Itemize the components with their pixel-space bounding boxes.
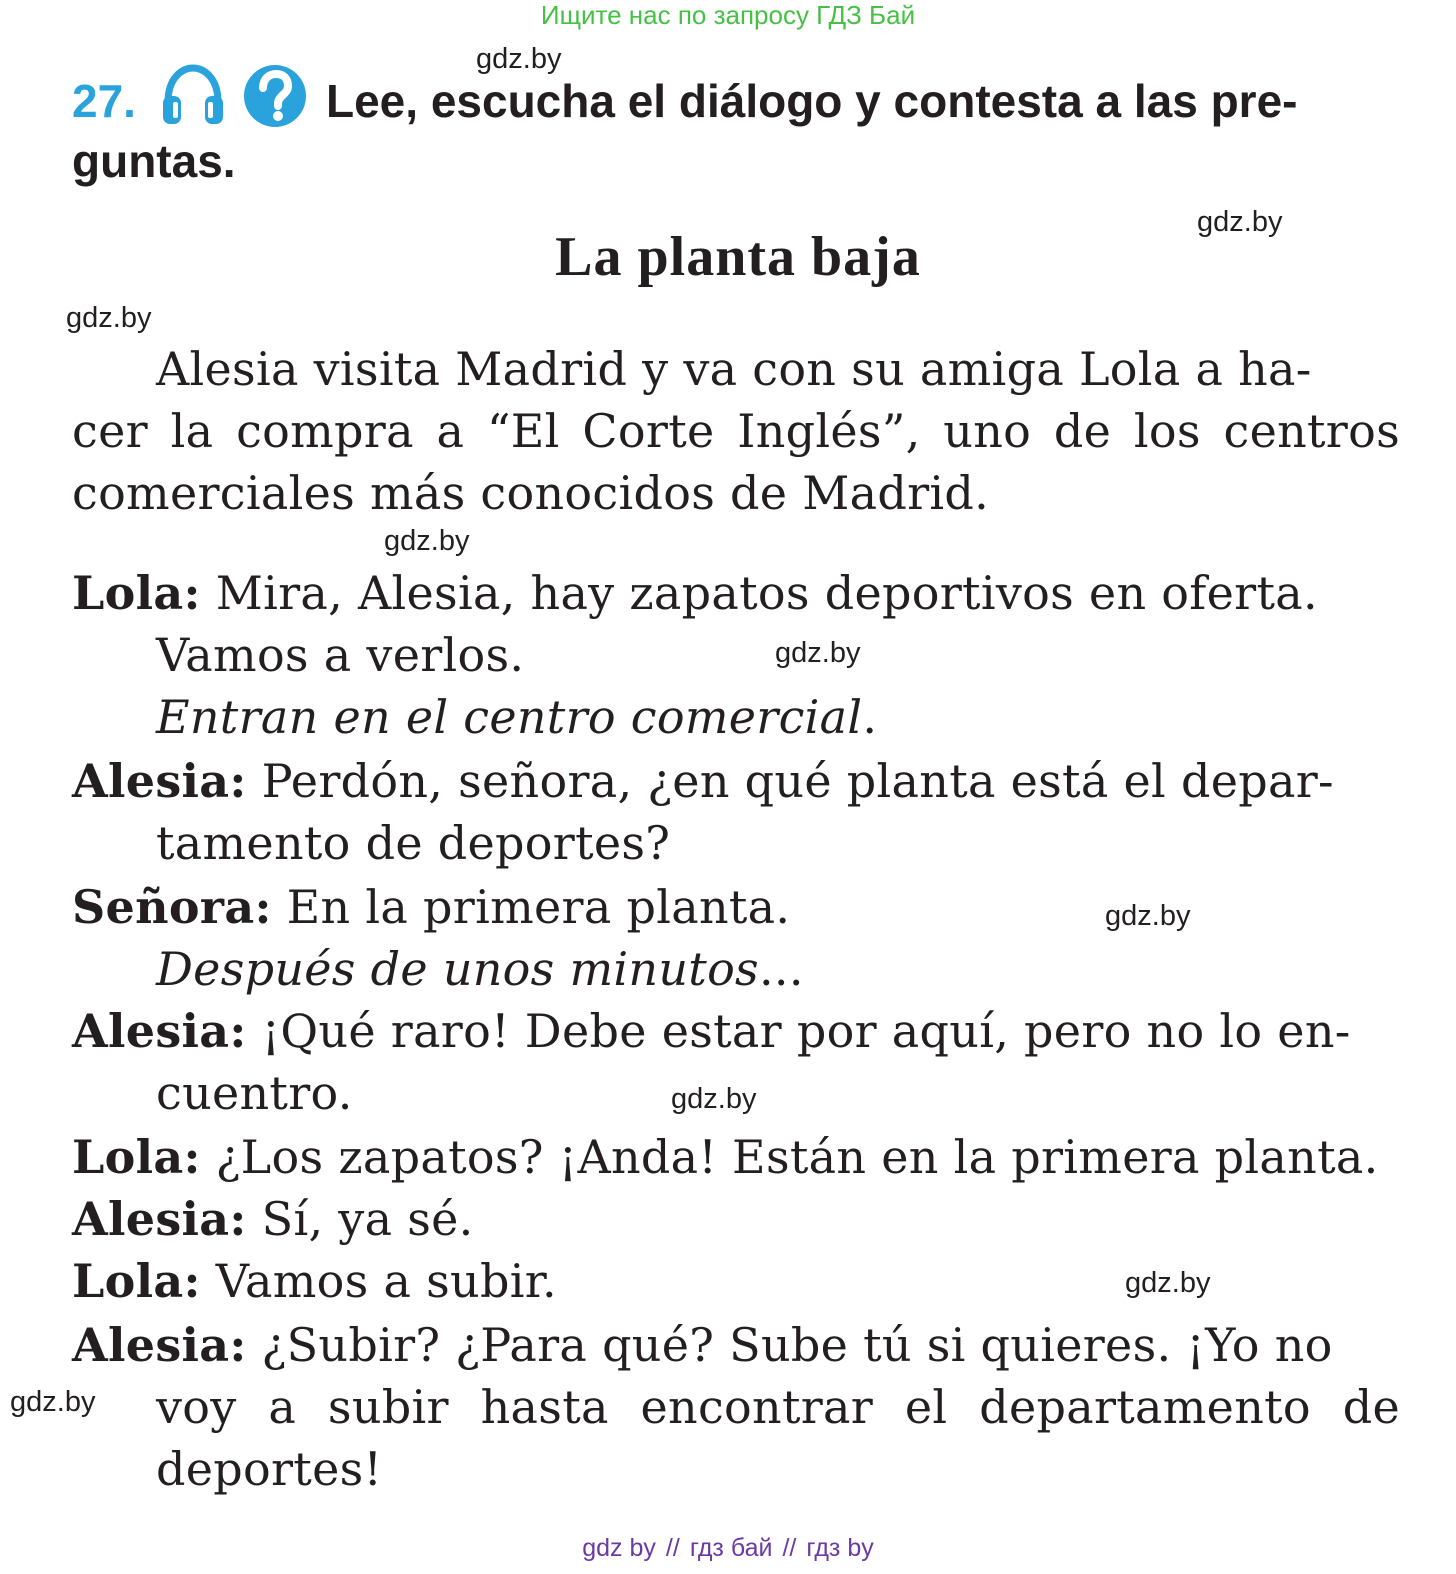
speaker-name: Alesia: [72, 1004, 247, 1058]
speaker-name: Señora: [72, 880, 272, 934]
footer-separator: // [665, 1534, 680, 1562]
footer-separator: // [782, 1534, 797, 1562]
dialogue-continuation: Vamos a verlos. [156, 628, 525, 682]
footer-links [0, 1534, 1456, 1563]
stage-direction [156, 942, 804, 996]
dialogue-line [72, 1318, 1333, 1372]
watermark: gdz.by [1105, 900, 1191, 932]
dialogue-line [72, 1192, 474, 1246]
dialogue-text: En la primera planta. [271, 880, 791, 934]
dialogue-text: Perdón, señora, ¿en qué planta está el depar- [246, 754, 1334, 808]
dialogue-line [72, 566, 1318, 620]
dialogue-line [72, 1004, 1351, 1058]
footer-link[interactable]: gdz by [582, 1534, 656, 1562]
dialogue-continuation: tamento de deportes? [156, 816, 671, 870]
watermark: gdz.by [384, 525, 470, 557]
watermark: gdz.by [476, 43, 562, 75]
speaker-name: Lola: [72, 1130, 201, 1184]
headphones-icon [160, 64, 226, 128]
dialogue-continuation: voy a subir hasta encontrar el departamento de [156, 1380, 1400, 1434]
footer-link[interactable]: гдз by [806, 1534, 874, 1562]
instruction-line: Lee, escucha el diálogo y contesta a las pre- [326, 75, 1298, 127]
dialogue-text: ¿Subir? ¿Para qué? Sube tú si quieres. ¡Yo no [246, 1318, 1333, 1372]
dialogue-continuation: cuentro. [156, 1066, 353, 1120]
intro-line: comerciales más conocidos de Madrid. [72, 466, 990, 520]
stage-direction-text: Entran en el centro comercial [156, 690, 863, 744]
dialogue-text: Sí, ya sé. [246, 1192, 474, 1246]
stage-direction-text: Después de unos minutos [156, 942, 759, 996]
footer-link[interactable]: гдз бай [689, 1534, 773, 1562]
watermark: gdz.by [671, 1083, 757, 1115]
speaker-name: Lola: [72, 566, 201, 620]
watermark: gdz.by [775, 637, 861, 669]
dialogue-line [72, 754, 1334, 808]
text-title: La planta baja [555, 226, 921, 288]
watermark: gdz.by [1197, 206, 1283, 238]
dialogue-text: ¿Los zapatos? ¡Anda! Están en la primera planta. [200, 1130, 1379, 1184]
dialogue-text: Mira, Alesia, hay zapatos deportivos en oferta. [200, 566, 1318, 620]
top-banner[interactable]: Ищите нас по запросу ГДЗ Бай [540, 0, 916, 30]
stage-direction-end: ... [758, 942, 804, 996]
watermark: gdz.by [66, 302, 152, 334]
dialogue-line [72, 1254, 557, 1308]
exercise-number: 27. [72, 75, 136, 127]
intro-line: Alesia visita Madrid y va con su amiga Lola a ha- [156, 342, 1312, 396]
dialogue-continuation: deportes! [156, 1442, 383, 1496]
stage-direction-end: . [862, 690, 878, 744]
speaker-name: Lola: [72, 1254, 201, 1308]
speaker-name: Alesia: [72, 754, 247, 808]
dialogue-line [72, 880, 790, 934]
watermark: gdz.by [10, 1386, 96, 1418]
dialogue-line [72, 1130, 1379, 1184]
speaker-name: Alesia: [72, 1192, 247, 1246]
dialogue-text: ¡Qué raro! Debe estar por aquí, pero no lo en- [246, 1004, 1351, 1058]
dialogue-text: Vamos a subir. [200, 1254, 557, 1308]
intro-line: cer la compra a “El Corte Inglés”, uno de los centros [72, 404, 1400, 458]
speaker-name: Alesia: [72, 1318, 247, 1372]
question-icon [242, 64, 308, 128]
stage-direction [156, 690, 877, 744]
instruction-line: guntas. [72, 135, 236, 187]
watermark: gdz.by [1125, 1267, 1211, 1299]
